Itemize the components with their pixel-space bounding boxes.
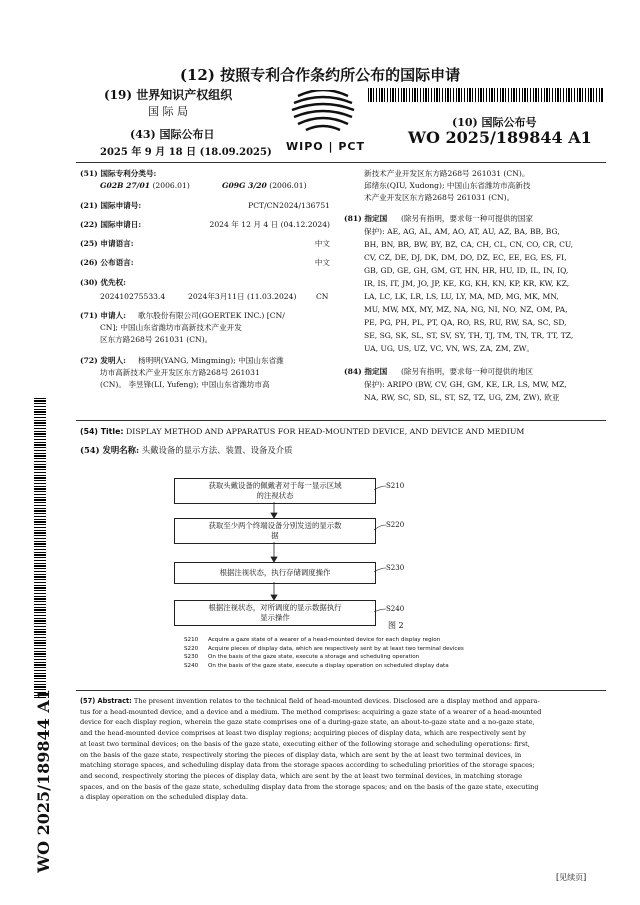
abstract-line: spaces, and on the basis of the gaze state, scheduling display data from the storage spaces; and on the basis of the gaze state, executing [80, 782, 539, 791]
flow-box-s240-line-2: 显示操作 [260, 613, 290, 622]
wipo-logo-text: WIPO | PCT [286, 140, 365, 153]
applicant-line-2: CN]; 中国山东省潍坊市高新技术产业开发 [100, 323, 242, 332]
designated-states-line-5: GB, GD, GE, GH, GM, GT, HN, HR, HU, ID, IL, IN, IQ, [364, 266, 569, 275]
designated-states-line-1: (除另有指明，要求每一种可提供的国家 [401, 214, 534, 223]
ipc-class-1-year: (2006.01) [152, 181, 190, 190]
org-bureau: 国 际 局 [148, 105, 188, 118]
designated-states-line-8: MU, MW, MX, MY, MZ, NA, NG, NI, NO, NZ, OM, PA, [364, 305, 568, 314]
english-title-text: DISPLAY METHOD AND APPARATUS FOR HEAD-MOUNTED DEVICE, AND DEVICE AND MEDIUM [125, 427, 525, 436]
abstract [80, 696, 610, 803]
step-label-s210: S210 [386, 482, 405, 490]
side-barcode-icon [34, 398, 46, 698]
field-72-label: (72) 发明人: [80, 356, 126, 365]
field-30-label: (30) 优先权: [80, 278, 126, 287]
abstract-label: (57) Abstract: [80, 697, 132, 705]
flow-box-s210-line-2: 的注视状态 [256, 491, 294, 500]
flow-box-s230-line-1: 根据注视状态，执行存储调度操作 [219, 568, 331, 577]
designated-states-line-4: CV, CZ, DE, DJ, DK, DM, DO, DZ, EC, EE, EG, ES, FI, [364, 253, 567, 262]
priority-number: 202410275533.4 [100, 292, 166, 301]
priority-date: 2024年3月11日 (11.03.2024) [188, 292, 297, 301]
designated-states-line-11: UA, UG, US, UZ, VC, VN, WS, ZA, ZM, ZW。 [364, 344, 535, 353]
chinese-title-text: 头戴设备的显示方法、装置、设备及介质 [141, 445, 293, 455]
main-title: (12) 按照专利合作条约所公布的国际申请 [179, 66, 461, 84]
inventor-line-3: (CN)。 李昱锋(LI, Yufeng); 中国山东省潍坊市高 [100, 380, 270, 389]
legend-row: S240 On the basis of the gaze state, execute a display operation on scheduled display data [184, 662, 449, 669]
regional-states-line-2: 保护): ARIPO (BW, CV, GH, GM, KE, LR, LS, MW, MZ, [364, 380, 567, 389]
field-22-value: 2024 年 12 月 4 日 (04.12.2024) [209, 220, 330, 229]
continued-note: [见续页] [556, 873, 587, 882]
pub-date-label: (43) 国际公布日 [130, 128, 215, 141]
regional-states-line-1: (除另有指明，要求每一种可提供的地区 [401, 367, 534, 376]
legend-row: S230 On the basis of the gaze state, execute a storage and scheduling operation [184, 654, 420, 661]
abstract-line: on the basis of the gaze state, respectively storing the pieces of display data, which are sent by the at least two terminal devices, in [80, 750, 522, 759]
english-title-label: (54) Title: [80, 427, 124, 436]
flow-box-s220-line-1: 获取至少两个终端设备分别发送的显示数 [208, 521, 342, 530]
ipc-class-2-year: (2006.01) [269, 181, 307, 190]
field-26-value: 中文 [314, 258, 330, 267]
abstract-line: matching storage spaces, and scheduling display data from the storage spaces according to scheduling priorities of the storage spaces; [80, 761, 535, 770]
applicant-line-3: 区东方路268号 261031 (CN)。 [100, 335, 213, 344]
ipc-class-2-code: G09G 3/20 [222, 181, 267, 190]
pub-no-value: WO 2025/189844 A1 [408, 128, 592, 147]
inventor-cont-line-2: 邱绪东(QIU, Xudong); 中国山东省潍坊市高新技 [364, 181, 531, 190]
flow-box-s220-line-2: 据 [271, 531, 279, 540]
field-84-label: (84) 指定国 [344, 367, 388, 376]
flow-box-s240-line-1: 根据注视状态，对所调度的显示数据执行 [208, 603, 342, 612]
designated-states-line-9: PE, PG, PH, PL, PT, QA, RO, RS, RU, RW, SA, SC, SD, [364, 318, 567, 327]
designated-states-line-10: SE, SG, SK, SL, ST, SV, SY, TH, TJ, TM, TN, TR, TT, TZ, [364, 331, 574, 340]
regional-states-line-3: NA, RW, SC, SD, SL, ST, SZ, TZ, UG, ZM, ZW), 欧亚 [364, 393, 560, 402]
ipc-class-1-code: G02B 27/01 [100, 181, 151, 190]
flow-box-s210-line-1: 获取头戴设备的佩戴者对于每一显示区域 [208, 481, 342, 490]
figure-legend [184, 636, 464, 670]
field-71-label: (71) 申请人: [80, 311, 126, 320]
step-label-s240: S240 [386, 605, 405, 613]
field-25-label: (25) 申请语言: [80, 239, 134, 248]
field-21-value: PCT/CN2024/136751 [248, 201, 330, 210]
step-label-s230: S230 [386, 564, 405, 572]
abstract-line: device for each display region, wherein the gaze state comprises one of a during-gaze state, an about-to-gaze state and a no-gaze state, [80, 718, 535, 727]
abstract-line: a display operation on the scheduled display data. [80, 793, 248, 802]
field-51-label: (51) 国际专利分类号: [80, 169, 157, 178]
designated-states-line-2: 保护): AE, AG, AL, AM, AO, AT, AU, AZ, BA, BB, BG, [364, 227, 560, 236]
field-21-label: (21) 国际申请号: [80, 201, 142, 210]
abstract-line: tus for a head-mounted device, and a device and a medium. The method comprises: acquiring a gaze state of a wearer of a head-mounted [80, 707, 542, 716]
designated-states-line-7: LA, LC, LK, LR, LS, LU, LY, MA, MD, MG, MK, MN, [364, 292, 559, 301]
applicant-line-1: 歌尔股份有限公司(GOERTEK INC.) [CN/ [138, 311, 285, 320]
inventor-line-1: 杨明明(YANG, Mingming); 中国山东省潍 [138, 356, 284, 365]
inventor-cont-line-3: 术产业开发区东方路268号 261031 (CN)。 [364, 193, 515, 202]
step-label-s220: S220 [386, 521, 405, 529]
figure-label: 图 2 [388, 621, 404, 630]
legend-row: S210 Acquire a gaze state of a wearer of a head-mounted device for each display region [184, 637, 441, 643]
abstract-line: and the head-mounted device comprises at least two display regions; acquiring pieces of display data, which are respectively sent by [80, 729, 526, 738]
org-name: (19) 世界知识产权组织 [104, 88, 233, 102]
chinese-title-label: (54) 发明名称: [80, 445, 140, 455]
field-25-value: 中文 [314, 239, 330, 248]
designated-states-line-3: BH, BN, BR, BW, BY, BZ, CA, CH, CL, CN, CO, CR, CU, [364, 240, 574, 249]
pub-date-value: 2025 年 9 月 18 日 (18.09.2025) [100, 147, 272, 158]
abstract-line: at least two terminal devices; on the basis of the gaze state, executing either of the following storage and scheduling operations: first, [80, 739, 530, 748]
field-26-label: (26) 公布语言: [80, 258, 134, 267]
abstract-line: (57) Abstract: The present invention relates to the technical field of head-mounted devices. Disclosed are a display method and appara- [80, 697, 540, 705]
field-81-label: (81) 指定国 [344, 214, 388, 223]
priority-country: CN [316, 292, 329, 301]
legend-row: S220 Acquire pieces of display data, which are respectively sent by at least two terminal devices [184, 645, 464, 652]
inventor-line-2: 坊市高新技术产业开发区东方路268号 261031 [100, 368, 260, 377]
side-pub-number: WO 2025/189844 A1 [34, 689, 53, 873]
field-22-label: (22) 国际申请日: [80, 220, 142, 229]
designated-states-line-6: IR, IS, IT, JM, JO, JP, KE, KG, KH, KN, KP, KR, KW, KZ, [364, 279, 570, 288]
pub-no-label: (10) 国际公布号 [452, 116, 537, 129]
inventor-cont-line-1: 新技术产业开发区东方路268号 261031 (CN)。 [364, 169, 530, 178]
abstract-line: and second, respectively storing the pieces of display data, which are sent by the at least two terminal devices, in matching storage [80, 771, 523, 780]
